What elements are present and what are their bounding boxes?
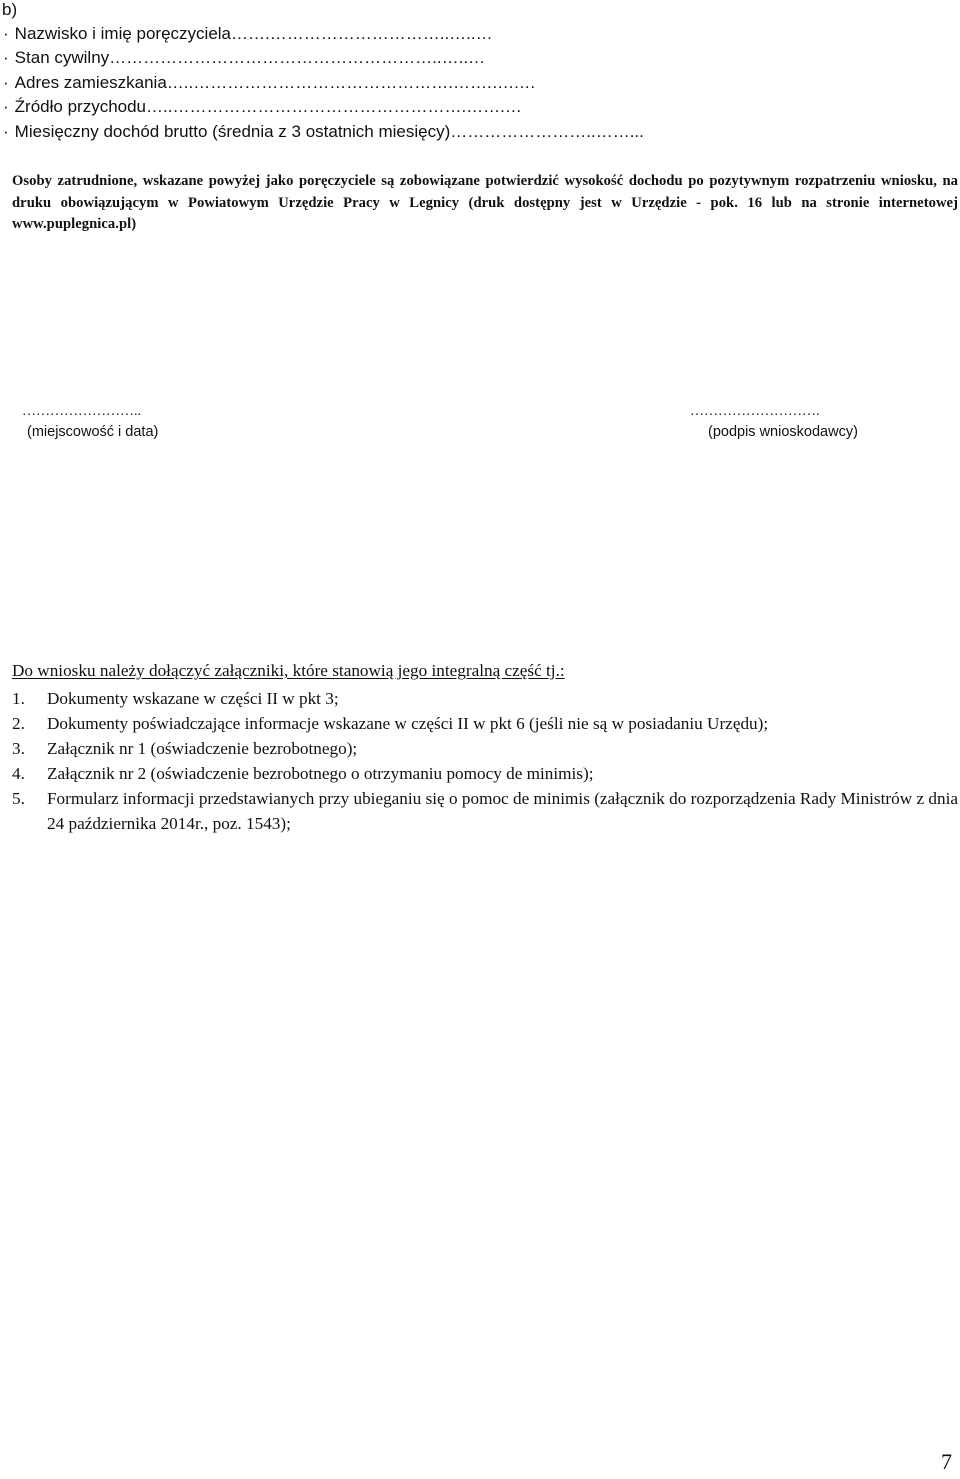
- field-label: Adres zamieszkania: [14, 73, 167, 92]
- attachment-number: 3.: [12, 739, 25, 758]
- attachment-number: 5.: [12, 789, 25, 808]
- bullet: ·: [3, 48, 9, 67]
- attachment-item: [12, 711, 958, 736]
- attachment-item: [12, 686, 958, 711]
- attachment-item: [12, 786, 958, 836]
- attachment-text: Formularz informacji przedstawianych przy ubieganiu się o pomoc de minimis (załącznik do rozporządzenia Rady Ministrów z dnia 24 października 2014r., poz. 1543);: [47, 789, 958, 833]
- place-date-caption: (miejscowość i data): [27, 424, 159, 440]
- attachment-number: 1.: [12, 689, 25, 708]
- guarantor-name-field: [3, 24, 493, 44]
- bullet: ·: [3, 122, 9, 141]
- attachment-number: 4.: [12, 764, 25, 783]
- monthly-income-field: [3, 122, 644, 142]
- attachments-heading: Do wniosku należy dołączyć załączniki, które stanowią jego integralną część tj.:: [12, 661, 565, 680]
- page-number: 7: [941, 1449, 952, 1474]
- bullet: ·: [3, 24, 9, 43]
- fill-in-dots: …….…………………………..…..…: [231, 24, 493, 43]
- fill-in-dots: …………………………………………………..…..…: [109, 48, 486, 67]
- field-label: Nazwisko i imię poręczyciela: [14, 24, 232, 43]
- field-label: Źródło przychodu: [14, 97, 147, 116]
- signature-line: ……………………….: [690, 404, 820, 419]
- marital-status-field: [3, 48, 485, 68]
- address-field: [3, 73, 535, 93]
- attachment-item: [12, 761, 958, 786]
- signature-caption: (podpis wnioskodawcy): [708, 424, 858, 440]
- place-date-line: ……………………..: [22, 404, 141, 419]
- attachment-text: Załącznik nr 2 (oświadczenie bezrobotnego o otrzymaniu pomocy de minimis);: [47, 764, 594, 783]
- fill-in-dots: …..……………………………………….…….….….: [166, 73, 536, 92]
- field-label: Stan cywilny: [14, 48, 110, 67]
- field-label: Miesięczny dochód brutto (średnia z 3 ostatnich miesięcy): [14, 122, 451, 141]
- income-confirmation-notice: Osoby zatrudnione, wskazane powyżej jako poręczyciele są zobowiązane potwierdzić wysokość dochodu po pozytywnym rozpatrzeniu wniosku, na druku obowiązującym w Powiatowym Urzędzie Pracy w Legnicy (druk dostępny jest w Urzędzie - pok. 16 lub na stronie internetowej www.puplegnica.pl): [12, 173, 958, 232]
- bullet: ·: [3, 97, 9, 116]
- fill-in-dots: ……………………..……...: [450, 122, 644, 141]
- income-source-field: [3, 97, 522, 117]
- bullet: ·: [3, 73, 9, 92]
- attachment-text: Dokumenty wskazane w części II w pkt 3;: [47, 689, 339, 708]
- attachment-text: Załącznik nr 1 (oświadczenie bezrobotnego);: [47, 739, 358, 758]
- attachment-item: [12, 736, 958, 761]
- attachment-text: Dokumenty poświadczające informacje wskazane w części II w pkt 6 (jeśli nie są w posiadaniu Urzędu);: [47, 714, 769, 733]
- attachment-number: 2.: [12, 714, 25, 733]
- section-label: b): [2, 0, 18, 19]
- fill-in-dots: …..…………………………………………….…….…: [146, 97, 522, 116]
